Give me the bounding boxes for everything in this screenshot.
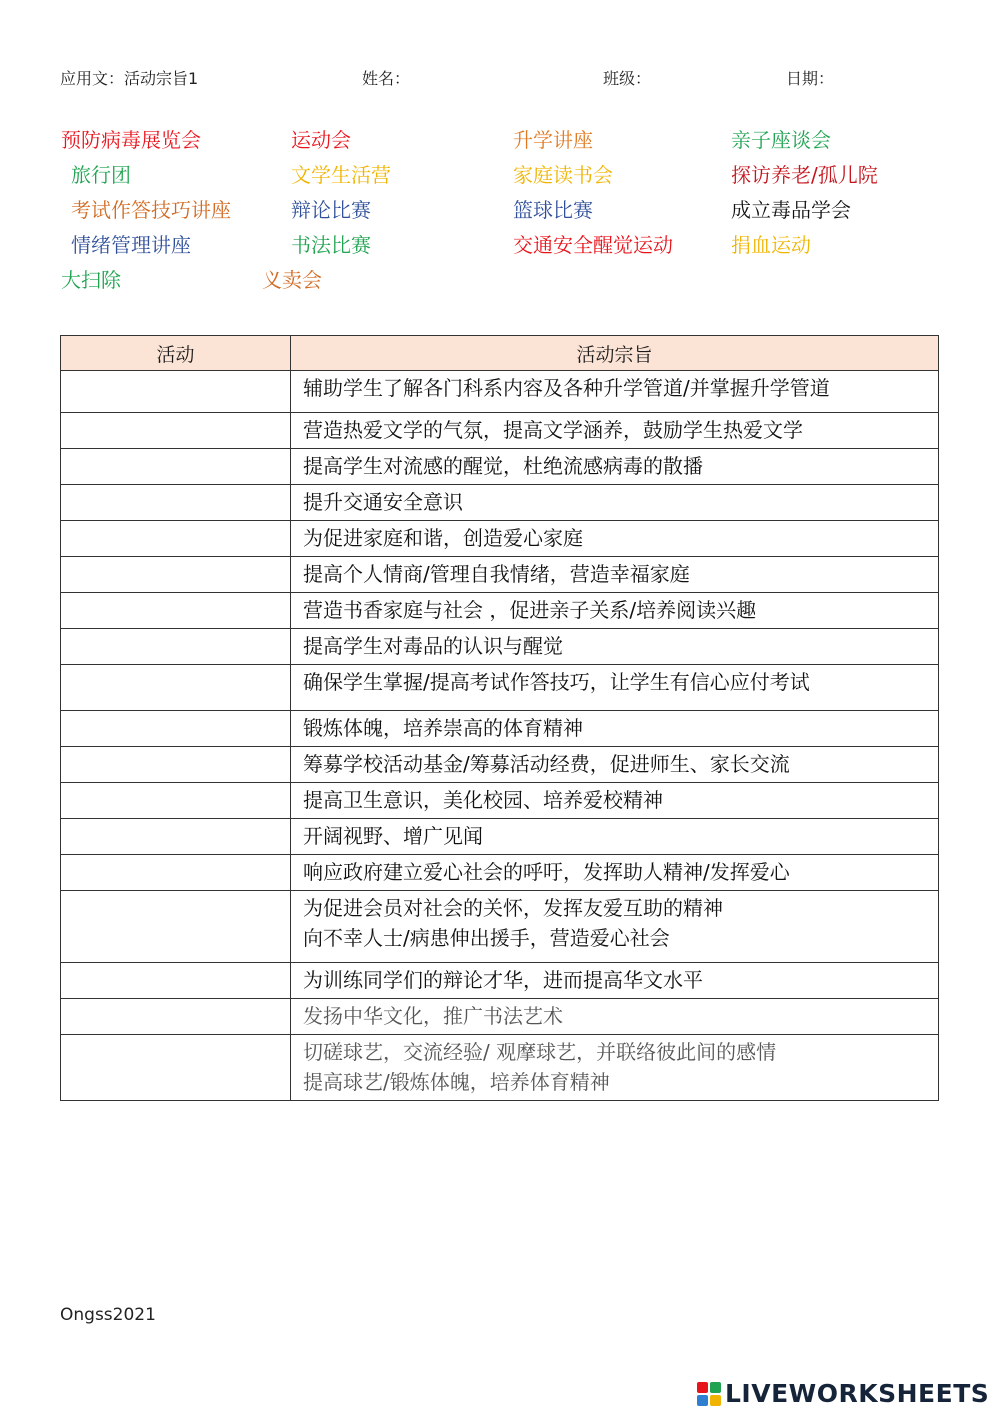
table-row [61, 855, 939, 891]
aim-cell: 响应政府建立爱心社会的呼吁，发挥助人精神/发挥爱心 [291, 855, 939, 891]
table-row [61, 963, 939, 999]
word-bank-item: 旅行团 [71, 163, 131, 187]
answer-drop-zone[interactable] [61, 747, 290, 781]
author-footer: Ongss2021 [60, 1305, 156, 1325]
name-label: 姓名： [362, 69, 411, 88]
answer-drop-zone[interactable] [61, 1035, 290, 1069]
word-bank-item: 探访养老/孤儿院 [731, 163, 878, 187]
worksheet-title: 应用文：活动宗旨1 [60, 69, 199, 88]
aim-cell: 辅助学生了解各门科系内容及各种升学管道/并掌握升学管道 [291, 371, 939, 413]
activity-answer-cell[interactable] [61, 963, 291, 999]
aim-cell: 发扬中华文化，推广书法艺术 [291, 999, 939, 1035]
table-row [61, 819, 939, 855]
liveworksheets-brand [697, 1379, 989, 1408]
header-activity: 活动 [61, 336, 291, 371]
word-bank-item: 情绪管理讲座 [71, 233, 191, 257]
activity-answer-cell[interactable] [61, 999, 291, 1035]
activity-answer-cell[interactable] [61, 413, 291, 449]
answer-drop-zone[interactable] [61, 521, 290, 555]
answer-drop-zone[interactable] [61, 413, 290, 447]
aim-cell: 提升交通安全意识 [291, 485, 939, 521]
aim-cell: 筹募学校活动基金/筹募活动经费，促进师生、家长交流 [291, 747, 939, 783]
activity-answer-cell[interactable] [61, 783, 291, 819]
word-bank-item: 书法比赛 [291, 233, 371, 257]
answer-drop-zone[interactable] [61, 855, 290, 889]
logo-square [697, 1382, 708, 1393]
header-aim: 活动宗旨 [291, 336, 939, 371]
answer-drop-zone[interactable] [61, 891, 290, 925]
activity-answer-cell[interactable] [61, 485, 291, 521]
answer-drop-zone[interactable] [61, 557, 290, 591]
activity-answer-cell[interactable] [61, 711, 291, 747]
answer-drop-zone[interactable] [61, 963, 290, 997]
aim-cell: 提高卫生意识，美化校园、培养爱校精神 [291, 783, 939, 819]
aim-cell: 为促进家庭和谐，创造爱心家庭 [291, 521, 939, 557]
table-row [61, 521, 939, 557]
table-row [61, 371, 939, 413]
word-bank-item: 家庭读书会 [513, 163, 613, 187]
table-row [61, 747, 939, 783]
word-bank-item: 大扫除 [61, 268, 121, 292]
class-label: 班级： [603, 69, 652, 88]
word-bank-item: 义卖会 [262, 268, 322, 292]
answer-drop-zone[interactable] [61, 629, 290, 663]
answer-drop-zone[interactable] [61, 371, 290, 405]
activity-aims-table [60, 335, 939, 1101]
activity-answer-cell[interactable] [61, 665, 291, 711]
aim-cell: 营造热爱文学的气氛，提高文学涵养，鼓励学生热爱文学 [291, 413, 939, 449]
word-bank-item: 预防病毒展览会 [61, 128, 201, 152]
aim-cell: 切磋球艺，交流经验/ 观摩球艺，并联络彼此间的感情 提高球艺/锻炼体魄，培养体育精神 [291, 1035, 939, 1101]
answer-drop-zone[interactable] [61, 665, 290, 699]
answer-drop-zone[interactable] [61, 999, 290, 1033]
date-label: 日期： [786, 69, 835, 88]
answer-drop-zone[interactable] [61, 485, 290, 519]
aim-cell: 为促进会员对社会的关怀，发挥友爱互助的精神 向不幸人士/病患伸出援手，营造爱心社会 [291, 891, 939, 963]
answer-drop-zone[interactable] [61, 593, 290, 627]
activity-answer-cell[interactable] [61, 521, 291, 557]
word-bank-item: 辩论比赛 [291, 198, 371, 222]
table-row [61, 665, 939, 711]
activity-answer-cell[interactable] [61, 747, 291, 783]
answer-drop-zone[interactable] [61, 783, 290, 817]
table-row [61, 783, 939, 819]
table-row [61, 999, 939, 1035]
word-bank-item: 亲子座谈会 [731, 128, 831, 152]
table-row [61, 593, 939, 629]
activity-answer-cell[interactable] [61, 819, 291, 855]
table-header-row [61, 336, 939, 371]
aim-cell: 确保学生掌握/提高考试作答技巧，让学生有信心应付考试 [291, 665, 939, 711]
activity-answer-cell[interactable] [61, 449, 291, 485]
brand-name: LIVEWORKSHEETS [725, 1379, 990, 1408]
table-row [61, 1035, 939, 1101]
word-bank-item: 成立毒品学会 [731, 198, 851, 222]
logo-square [710, 1382, 721, 1393]
table-row [61, 891, 939, 963]
table-row [61, 485, 939, 521]
answer-drop-zone[interactable] [61, 819, 290, 853]
word-bank-item: 文学生活营 [291, 163, 391, 187]
aim-cell: 提高个人情商/管理自我情绪，营造幸福家庭 [291, 557, 939, 593]
answer-drop-zone[interactable] [61, 711, 290, 745]
aim-cell: 开阔视野、增广见闻 [291, 819, 939, 855]
activity-answer-cell[interactable] [61, 371, 291, 413]
table-row [61, 449, 939, 485]
aim-cell: 为训练同学们的辩论才华，进而提高华文水平 [291, 963, 939, 999]
logo-square [710, 1395, 721, 1406]
table-row [61, 629, 939, 665]
word-bank-item: 升学讲座 [513, 128, 593, 152]
activity-answer-cell[interactable] [61, 629, 291, 665]
aim-cell: 锻炼体魄，培养崇高的体育精神 [291, 711, 939, 747]
table-row [61, 557, 939, 593]
table-row [61, 711, 939, 747]
word-bank-item: 交通安全醒觉运动 [513, 233, 673, 257]
activity-answer-cell[interactable] [61, 1035, 291, 1101]
activity-answer-cell[interactable] [61, 891, 291, 963]
activity-answer-cell[interactable] [61, 855, 291, 891]
liveworksheets-logo-icon [697, 1382, 721, 1406]
table-row [61, 413, 939, 449]
word-bank-item: 篮球比赛 [513, 198, 593, 222]
aim-cell: 提高学生对流感的醒觉，杜绝流感病毒的散播 [291, 449, 939, 485]
logo-square [697, 1395, 708, 1406]
word-bank-item: 考试作答技巧讲座 [71, 198, 231, 222]
activity-answer-cell[interactable] [61, 557, 291, 593]
activity-answer-cell[interactable] [61, 593, 291, 629]
aim-cell: 营造书香家庭与社会 ，促进亲子关系/培养阅读兴趣 [291, 593, 939, 629]
answer-drop-zone[interactable] [61, 449, 290, 483]
word-bank-item: 捐血运动 [731, 233, 811, 257]
word-bank-item: 运动会 [291, 128, 351, 152]
aim-cell: 提高学生对毒品的认识与醒觉 [291, 629, 939, 665]
